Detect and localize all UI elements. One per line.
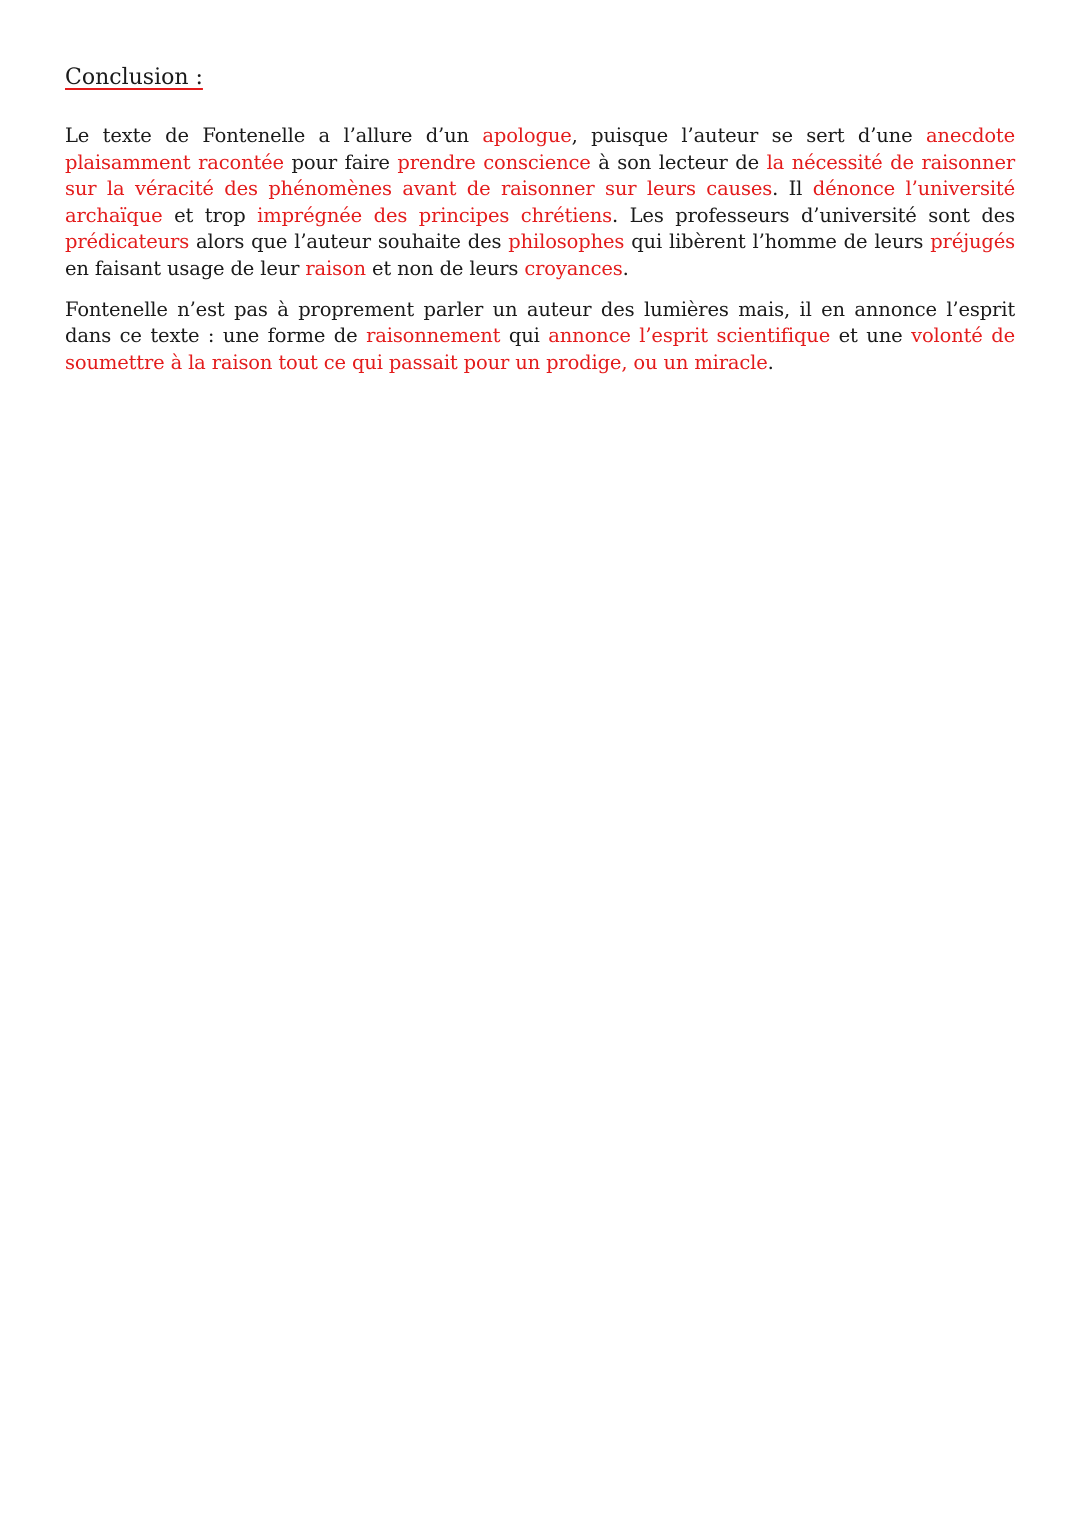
highlighted-text: philosophes [508,230,625,254]
body-text: . [767,350,774,374]
highlighted-text: dénonce l’université archaïque [65,177,1015,227]
highlighted-text: annonce l’esprit scientifique [548,324,831,348]
body-text: alors que l’auteur souhaite des [189,230,509,254]
body-text: Le texte de Fontenelle a l’allure d’un [65,124,483,147]
highlighted-text: imprégnée des principes chrétiens [257,203,612,227]
body-text: qui [500,324,549,348]
body-text: . [622,256,629,280]
highlighted-text: raison [305,256,366,280]
highlighted-text: anecdote plaisamment racontée [65,124,1015,174]
body-text: en faisant usage de leur [65,256,306,280]
body-text: pour faire [283,150,398,174]
body-text: à son lecteur de [590,150,767,174]
body-text: et trop [162,203,258,227]
body-text: . Les professeurs d’université sont des [611,203,1015,227]
body-text: , puisque l’auteur se sert d’une [571,124,926,147]
highlighted-text: volonté de soumettre à la raison tout ce qui passait pour un prodige, ou un miracle [65,324,1015,374]
body-text: qui libèrent l’homme de leurs [624,230,931,254]
highlighted-text: prendre conscience [397,150,591,174]
document-content [65,62,1015,390]
body-text: et non de leurs [365,256,525,280]
highlighted-text: prédicateurs [65,230,190,254]
highlighted-text: apologue [482,124,572,147]
highlighted-text: raisonnement [366,324,501,348]
conclusion-heading: Conclusion : [65,65,203,90]
body-text: et une [830,324,912,348]
conclusion-paragraph-2 [65,297,1015,377]
highlighted-text: la nécessité de raisonner sur la véracité des phénomènes avant de raisonner sur leurs causes [65,150,1016,201]
highlighted-text: croyances [524,256,623,280]
conclusion-paragraph-1 [65,123,1015,283]
body-text: Fontenelle n’est pas à proprement parler un auteur des lumières mais, il en annonce l’esprit dans ce texte : une forme de [65,297,1015,348]
highlighted-text: préjugés [930,230,1015,254]
body-text: . Il [772,177,813,201]
